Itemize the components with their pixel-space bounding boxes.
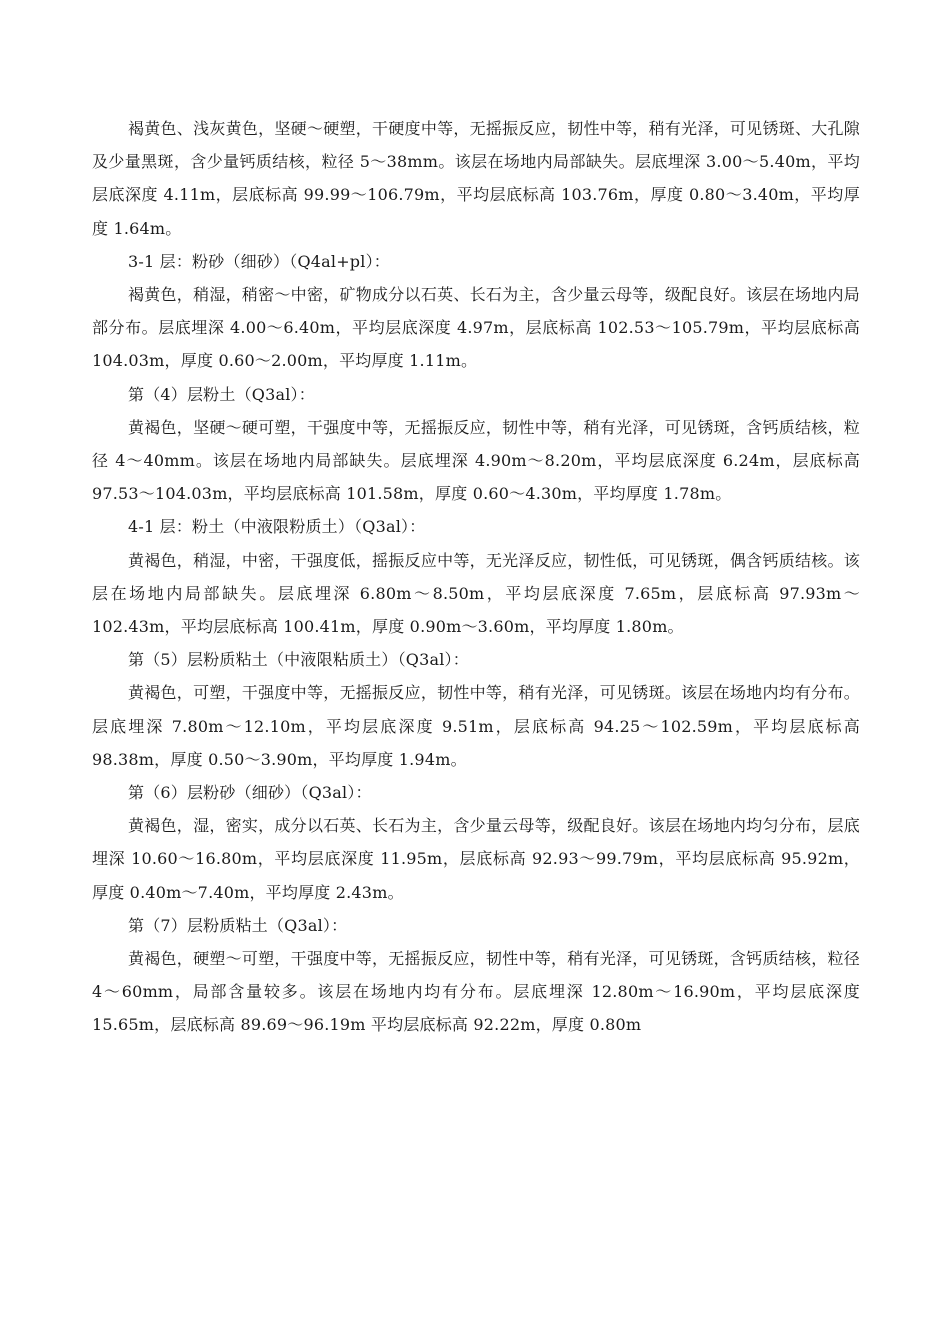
paragraph-layer-7-description: 黄褐色，硬塑～可塑，干强度中等，无摇振反应，韧性中等，稍有光泽，可见锈斑，含钙质结核，粒径 4～60mm，局部含量较多。该层在场地内均有分布。层底埋深 12.80m～16.90m，平均层底深度 15.65m，层底标高 89.69～96.19m 平均层底标高 92.22m，厚度 0.80m [92,949,860,1035]
paragraph-layer-3-description: 褐黄色、浅灰黄色，坚硬～硬塑，干硬度中等，无摇振反应，韧性中等，稍有光泽，可见锈斑、大孔隙及少量黑斑，含少量钙质结核，粒径 5～38mm。该层在场地内局部缺失。层底埋深 3.00～5.40m，平均层底深度 4.11m，层底标高 99.99～106.79m，平均层底标高 103.76m，厚度 0.80～3.40m，平均厚度 1.64m。 [92,119,860,238]
heading-layer-7: 第（7）层粉质粘土（Q3al）： [128,915,348,935]
paragraph-layer-4-1-description: 黄褐色，稍湿，中密，干强度低，摇振反应中等，无光泽反应，韧性低，可见锈斑，偶含钙质结核。该层在场地内局部缺失。层底埋深 6.80m～8.50m，平均层底深度 7.65m，层底标高 97.93m～102.43m，平均层底标高 100.41m，厚度 0.90m～3.60m，平均厚度 1.80m。 [92,550,860,637]
heading-layer-6: 第（6）层粉砂（细砂）（Q3al）： [128,783,372,803]
heading-layer-3-1: 3-1 层：粉砂（细砂）（Q4al+pl）： [128,251,390,271]
heading-layer-4-1: 4-1 层：粉土（中液限粉质土）（Q3al）： [128,517,426,537]
heading-layer-4: 第（4）层粉土（Q3al）： [128,384,315,404]
paragraph-layer-6-description: 黄褐色，湿，密实，成分以石英、长石为主，含少量云母等，级配良好。该层在场地内均匀分布，层底埋深 10.60～16.80m，平均层底深度 11.95m，层底标高 92.93～99.79m，平均层底标高 95.92m，厚度 0.40m～7.40m，平均厚度 2.43m。 [92,816,860,902]
paragraph-layer-3-1-description: 褐黄色，稍湿，稍密～中密，矿物成分以石英、长石为主，含少量云母等，级配良好。该层在场地内局部分布。层底埋深 4.00～6.40m，平均层底深度 4.97m，层底标高 102.53～105.79m，平均层底标高 104.03m，厚度 0.60～2.00m，平均厚度 1.11m。 [92,285,860,371]
paragraph-layer-4-description: 黄褐色，坚硬～硬可塑，干强度中等，无摇振反应，韧性中等，稍有光泽，可见锈斑，含钙质结核，粒径 4～40mm。该层在场地内局部缺失。层底埋深 4.90m～8.20m，平均层底深度 6.24m，层底标高 97.53～104.03m，平均层底标高 101.58m，厚度 0.60～4.30m，平均厚度 1.78m。 [92,417,860,504]
document-page [92,112,860,1042]
paragraph-layer-5-description: 黄褐色，可塑，干强度中等，无摇振反应，韧性中等，稍有光泽，可见锈斑。该层在场地内均有分布。层底埋深 7.80m～12.10m，平均层底深度 9.51m，层底标高 94.25～102.59m，平均层底标高 98.38m，厚度 0.50～3.90m，平均厚度 1.94m。 [92,683,860,769]
heading-layer-5: 第（5）层粉质粘土（中液限粘质土）（Q3al）： [128,650,469,670]
